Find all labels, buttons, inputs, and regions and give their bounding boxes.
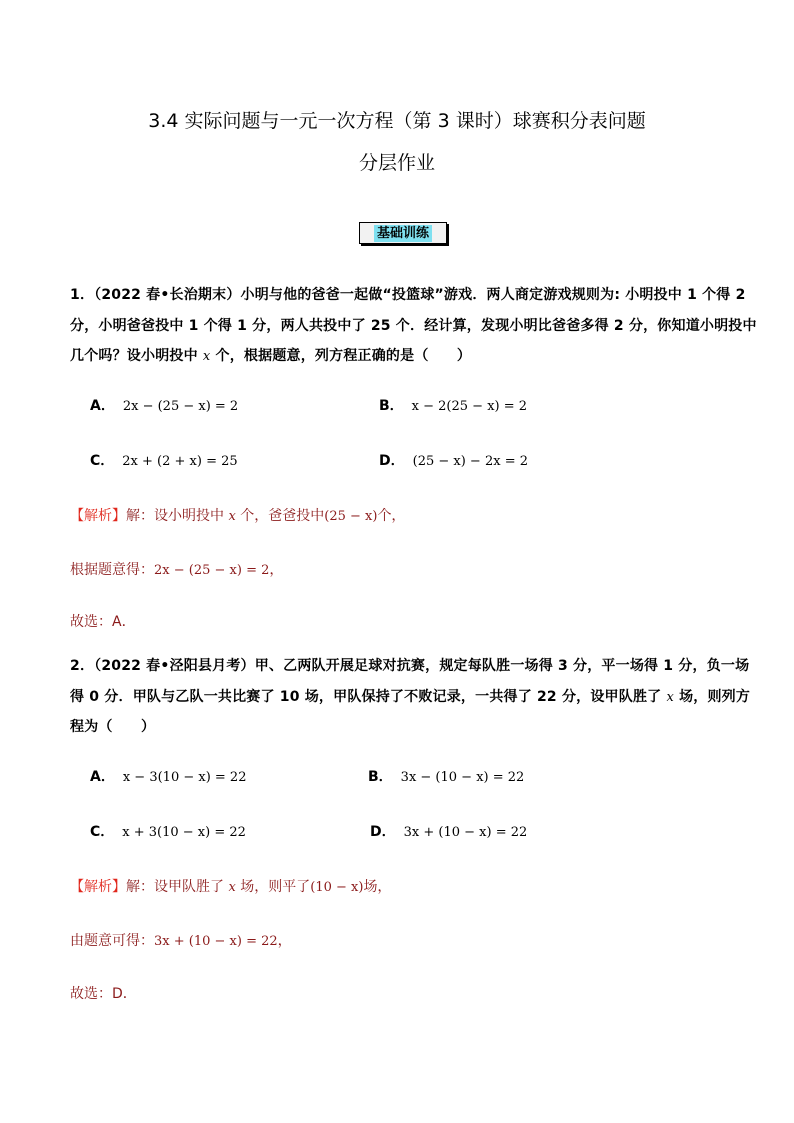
question-1-option-b [379, 395, 527, 415]
question-1-line-3 [70, 345, 471, 365]
analysis-text: 解：设甲队胜了 [126, 879, 224, 895]
question-1-analysis-line-2 [70, 559, 283, 579]
analysis-equation: 3x + (10 − x) = 22 [154, 934, 278, 949]
question-1-variable: x [202, 349, 211, 364]
question-2-line-2-tail: 场，则列方 [679, 689, 751, 705]
analysis-variable: x [228, 880, 236, 895]
analysis-text: ， [277, 933, 292, 949]
page-title: 3.4 实际问题与一元一次方程（第 3 课时）球赛积分表问题 [148, 110, 646, 132]
question-2-answer: 故选：D． [70, 986, 137, 1002]
question-2-line-2-text: 得 0 分．甲队与乙队一共比赛了 10 场，甲队保持了不败记录，一共得了 22 分，设甲队胜了 [70, 689, 662, 705]
option-expression: 2x + (2 + x) = 25 [122, 454, 238, 469]
option-expression: 3x − (10 − x) = 22 [400, 770, 525, 785]
question-1-line-2: 分，小明爸爸投中 1 个得 1 分，两人共投中了 25 个．经计算，发现小明比爸爸多得 2 分，你知道小明投中 [70, 318, 757, 334]
question-2-analysis-line-2 [70, 930, 292, 950]
option-expression: 3x + (10 − x) = 22 [403, 825, 528, 840]
question-1-line-3-text: 几个吗？设小明投中 [70, 348, 198, 364]
question-2-analysis-line-1 [70, 876, 391, 896]
analysis-text: 个，爸爸投中 [240, 508, 325, 524]
analysis-equation: 2x − (25 − x) = 2 [154, 563, 270, 578]
page-subtitle: 分层作业 [358, 152, 435, 174]
analysis-text: 根据题意得： [70, 562, 154, 578]
option-letter: B． [379, 398, 404, 414]
option-expression: x − 3(10 − x) = 22 [122, 770, 247, 785]
analysis-text: ， [269, 562, 284, 578]
option-letter: D． [379, 453, 405, 469]
analysis-text: 由题意可得： [70, 933, 154, 949]
question-2-option-a [90, 766, 246, 786]
option-expression: x + 3(10 − x) = 22 [122, 825, 246, 840]
question-2-line-3: 程为（ ） [70, 719, 156, 735]
question-1-option-a [90, 395, 238, 415]
section-badge [359, 222, 447, 244]
analysis-tag: 【解析】 [70, 508, 126, 524]
option-letter: B． [368, 769, 393, 785]
option-expression: 2x − (25 − x) = 2 [122, 399, 239, 414]
question-1-option-d [379, 450, 528, 470]
question-2-line-2 [70, 686, 750, 706]
question-1-line-3-tail: 个，根据题意，列方程正确的是（ ） [215, 348, 472, 364]
analysis-variable: x [228, 509, 236, 524]
question-2-variable: x [666, 690, 674, 705]
question-1-line-1: 1．（2022 春•长治期末）小明与他的爸爸一起做“投篮球”游戏．两人商定游戏规则为: 小明投中 1 个得 2 [70, 287, 746, 303]
question-2-line-1: 2．（2022 春•泾阳县月考）甲、乙两队开展足球对抗赛，规定每队胜一场得 3 分，平一场得 1 分，负一场 [70, 658, 750, 674]
option-letter: C． [90, 824, 115, 840]
option-letter: D． [370, 824, 396, 840]
option-letter: A． [90, 398, 115, 414]
question-2-option-b [368, 766, 524, 786]
question-2-option-c [90, 821, 246, 841]
analysis-text: 解：设小明投中 [126, 508, 224, 524]
option-letter: A． [90, 769, 115, 785]
analysis-tag: 【解析】 [70, 879, 126, 895]
analysis-text: 个， [377, 508, 406, 524]
analysis-text: 场，则平了 [240, 879, 311, 895]
option-expression: (25 − x) − 2x = 2 [412, 454, 528, 469]
option-letter: C． [90, 453, 115, 469]
option-expression: x − 2(25 − x) = 2 [411, 399, 528, 414]
section-badge-label: 基础训练 [374, 225, 432, 242]
analysis-expression: (25 − x) [324, 509, 378, 524]
question-1-analysis-line-1 [70, 505, 405, 525]
question-1-option-c [90, 450, 238, 470]
question-1-answer: 故选：A． [70, 614, 136, 630]
question-2-option-d [370, 821, 527, 841]
analysis-text: 场， [363, 879, 392, 895]
analysis-expression: (10 − x) [310, 880, 364, 895]
